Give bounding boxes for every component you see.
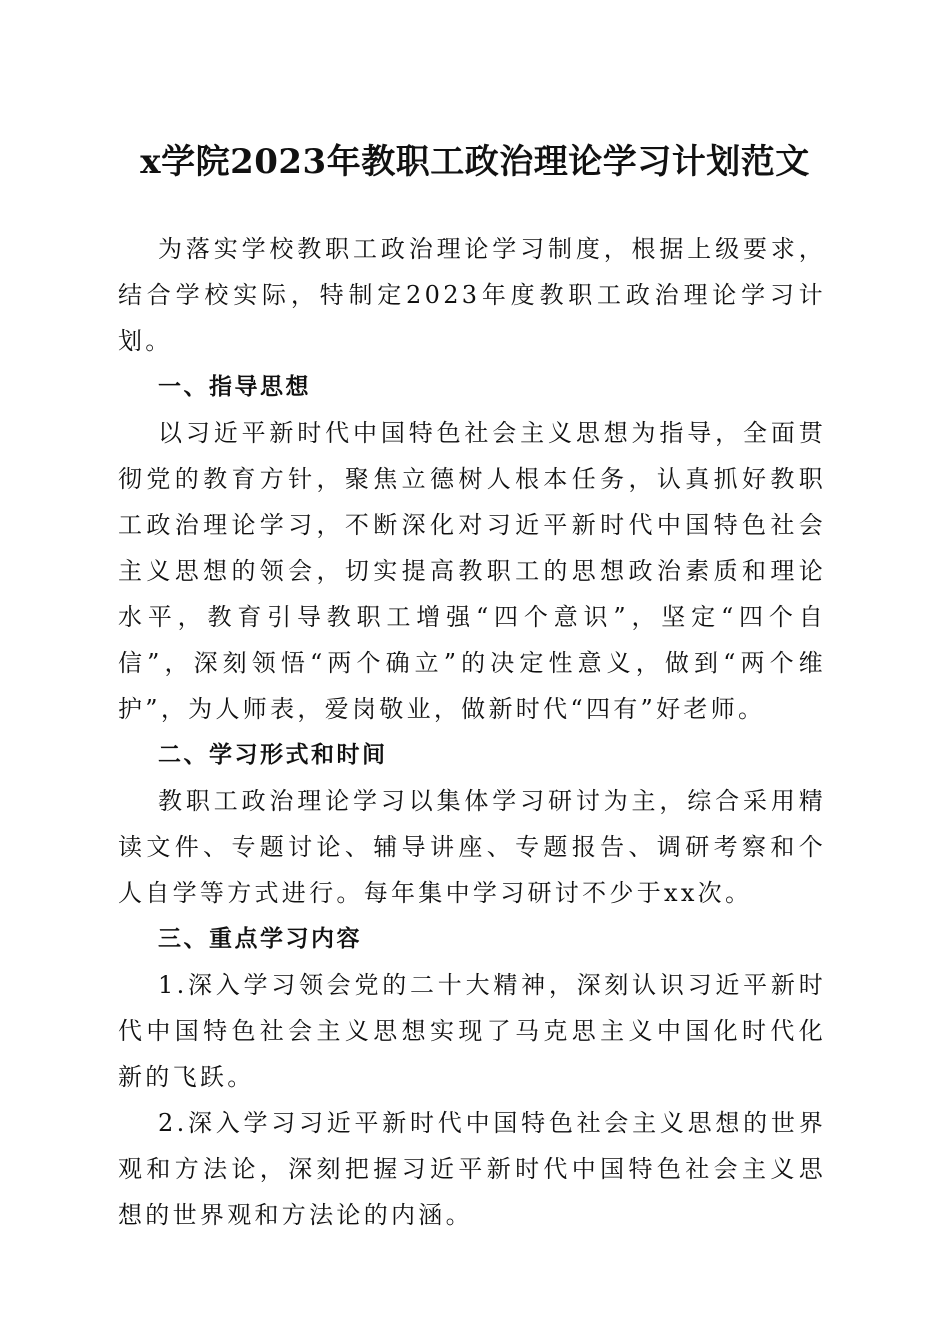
key-content-item-2: 2.深入学习习近平新时代中国特色社会主义思想的世界观和方法论，深刻把握习近平新时代中国特色社会主义思想的世界观和方法论的内涵。	[118, 1109, 826, 1229]
section-heading-study-format: 二、学习形式和时间	[158, 742, 388, 768]
section-heading-key-content: 三、重点学习内容	[158, 926, 362, 952]
intro-paragraph: 为落实学校教职工政治理论学习制度，根据上级要求，结合学校实际，特制定2023年度教职工政治理论学习计划。	[118, 235, 826, 355]
key-content-item-1: 1.深入学习领会党的二十大精神，深刻认识习近平新时代中国特色社会主义思想实现了马克思主义中国化时代化新的飞跃。	[118, 971, 826, 1091]
section-paragraph-study-format: 教职工政治理论学习以集体学习研讨为主，综合采用精读文件、专题讨论、辅导讲座、专题报告、调研考察和个人自学等方式进行。每年集中学习研讨不少于xx次。	[118, 787, 826, 907]
section-heading-guiding-thought: 一、指导思想	[158, 374, 311, 400]
document-body	[118, 226, 826, 1238]
document-title: x学院2023年教职工政治理论学习计划范文	[140, 142, 810, 182]
section-paragraph-guiding-thought: 以习近平新时代中国特色社会主义思想为指导，全面贯彻党的教育方针，聚焦立德树人根本任务，认真抓好教职工政治理论学习，不断深化对习近平新时代中国特色社会主义思想的领会，切实提高教职工的思想政治素质和理论水平，教育引导教职工增强“四个意识”，坚定“四个自信”，深刻领悟“两个确立”的决定性意义，做到“两个维护”，为人师表，爱岗敬业，做新时代“四有”好老师。	[118, 419, 826, 723]
